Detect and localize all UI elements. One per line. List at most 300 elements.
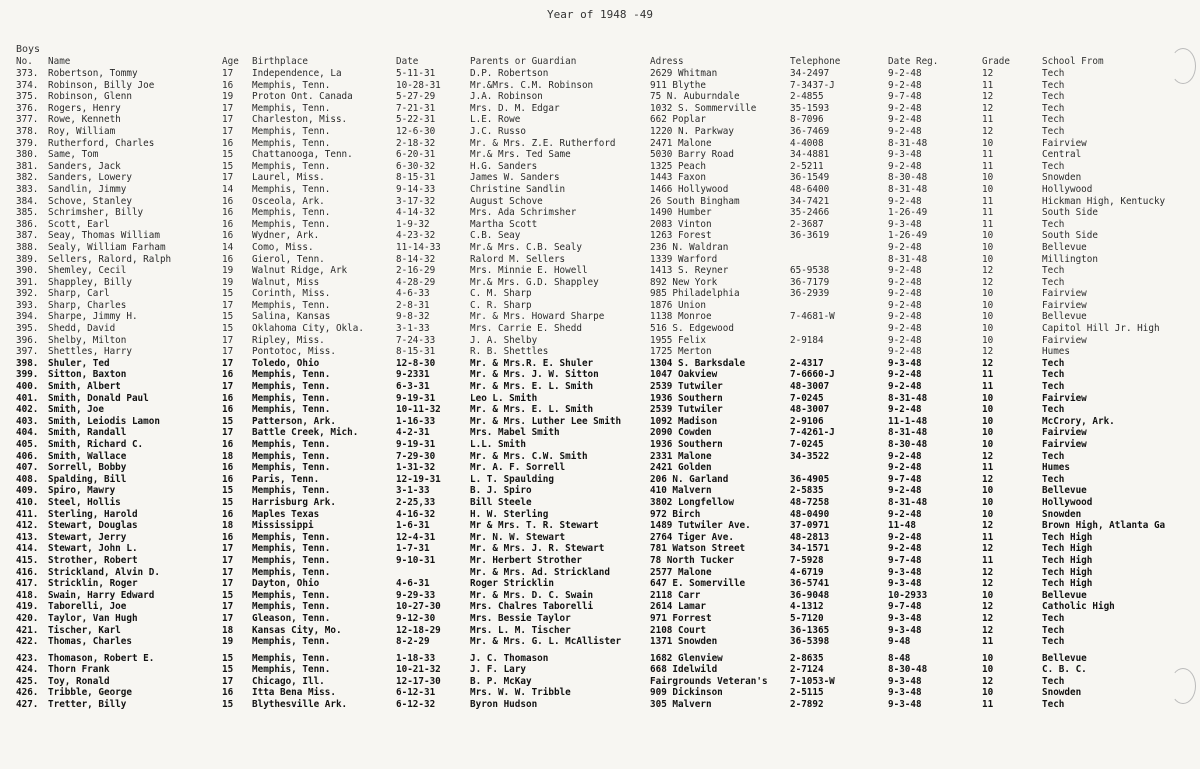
student-name: Sharpe, Jimmy H. xyxy=(48,311,138,323)
age: 16 xyxy=(222,687,234,699)
age: 17 xyxy=(222,675,234,687)
grade: 11 xyxy=(982,381,994,393)
birthplace: Memphis, Tenn. xyxy=(252,543,331,555)
student-name: Steel, Hollis xyxy=(48,496,121,508)
birth-date: 9-14-33 xyxy=(396,183,436,195)
column-header-date: Date xyxy=(396,56,419,67)
school-from: Millington xyxy=(1042,253,1098,265)
student-name: Shelby, Milton xyxy=(48,334,127,346)
age: 16 xyxy=(222,508,234,520)
entry-number: 424. xyxy=(16,664,39,676)
birth-date: 4-28-29 xyxy=(396,276,436,288)
telephone: 34-4881 xyxy=(790,149,830,161)
student-name: Schove, Stanley xyxy=(48,195,132,207)
school-from: Tech xyxy=(1042,102,1065,114)
date-registered: 9-3-48 xyxy=(888,624,922,636)
parents-or-guardian: Mr. & Mrs. G. L. McAllister xyxy=(470,636,622,648)
school-from: Hollywood xyxy=(1042,183,1093,195)
school-from: Tech xyxy=(1042,218,1065,230)
grade: 12 xyxy=(982,520,994,532)
grade: 11 xyxy=(982,195,994,207)
grade: 10 xyxy=(982,664,994,676)
grade: 12 xyxy=(982,601,994,613)
birthplace: Ripley, Miss. xyxy=(252,334,325,346)
table-row xyxy=(0,265,1200,277)
school-from: Tech xyxy=(1042,473,1065,485)
telephone: 48-3007 xyxy=(790,381,830,393)
date-registered: 9-7-48 xyxy=(888,473,922,485)
table-row xyxy=(0,625,1200,637)
student-name: Shedd, David xyxy=(48,323,116,335)
address: 1138 Monroe xyxy=(650,311,712,323)
school-from: Bellevue xyxy=(1042,311,1087,323)
student-name: Tischer, Karl xyxy=(48,624,121,636)
age: 17 xyxy=(222,114,234,126)
entry-number: 377. xyxy=(16,114,39,126)
birth-date: 7-21-31 xyxy=(396,102,436,114)
table-row xyxy=(0,91,1200,103)
birth-date: 6-20-31 xyxy=(396,149,436,161)
parents-or-guardian: Bill Steele xyxy=(470,496,532,508)
birthplace: Patterson, Ark. xyxy=(252,415,336,427)
entry-number: 414. xyxy=(16,543,39,555)
birthplace: Memphis, Tenn. xyxy=(252,636,331,648)
date-registered: 8-31-48 xyxy=(888,137,928,149)
telephone: 36-3619 xyxy=(790,230,830,242)
parents-or-guardian: Mr & Mrs. T. R. Stewart xyxy=(470,520,599,532)
date-registered: 9-2-48 xyxy=(888,450,922,462)
entry-number: 391. xyxy=(16,276,39,288)
parents-or-guardian: Mr. & Mrs. E. L. Smith xyxy=(470,404,594,416)
school-from: Snowden xyxy=(1042,508,1082,520)
telephone: 48-0490 xyxy=(790,508,830,520)
entry-number: 422. xyxy=(16,636,39,648)
parents-or-guardian: Byron Hudson xyxy=(470,699,538,711)
birth-date: 12-8-30 xyxy=(396,357,436,369)
parents-or-guardian: C. M. Sharp xyxy=(470,288,532,300)
birthplace: Chattanooga, Tenn. xyxy=(252,149,353,161)
date-registered: 9-2-48 xyxy=(888,369,922,381)
address: 1490 Humber xyxy=(650,207,712,219)
school-from: Central xyxy=(1042,149,1082,161)
birthplace: Como, Miss. xyxy=(252,241,314,253)
birthplace: Osceola, Ark. xyxy=(252,195,325,207)
hole-punch-mark xyxy=(1170,48,1196,84)
entry-number: 404. xyxy=(16,427,39,439)
telephone: 2-4317 xyxy=(790,357,824,369)
birthplace: Gierol, Tenn. xyxy=(252,253,325,265)
parents-or-guardian: L.L. Smith xyxy=(470,439,526,450)
birthplace: Memphis, Tenn. xyxy=(252,102,331,114)
birthplace: Memphis, Tenn. xyxy=(252,218,331,230)
birthplace: Salina, Kansas xyxy=(252,311,331,323)
parents-or-guardian: Martha Scott xyxy=(470,218,538,230)
birth-date: 9-19-31 xyxy=(396,392,436,404)
birth-date: 4-6-33 xyxy=(396,288,430,300)
telephone: 2-7892 xyxy=(790,699,824,711)
date-registered: 9-3-48 xyxy=(888,357,922,369)
student-name: Robinson, Billy Joe xyxy=(48,79,155,91)
age: 18 xyxy=(222,624,234,636)
telephone: 2-9184 xyxy=(790,334,824,346)
address: 2614 Lamar xyxy=(650,601,706,613)
table-row xyxy=(0,451,1200,463)
entry-number: 419. xyxy=(16,601,39,613)
grade: 12 xyxy=(982,91,994,103)
entry-number: 395. xyxy=(16,323,39,335)
age: 17 xyxy=(222,125,234,137)
student-name: Schrimsher, Billy xyxy=(48,207,144,219)
address: 1489 Tutwiler Ave. xyxy=(650,520,751,532)
column-header-no: No. xyxy=(16,56,33,67)
birthplace: Memphis, Tenn. xyxy=(252,79,331,91)
birth-date: 9-10-31 xyxy=(396,554,436,566)
school-from: Tech High xyxy=(1042,543,1093,555)
student-name: Sharp, Carl xyxy=(48,288,110,300)
address: 1047 Oakview xyxy=(650,369,718,381)
birthplace: Memphis, Tenn. xyxy=(252,589,331,601)
table-row xyxy=(0,207,1200,219)
telephone: 2-7124 xyxy=(790,664,824,676)
birth-date: 12-4-31 xyxy=(396,531,436,543)
address: 1682 Glenview xyxy=(650,652,723,664)
telephone: 37-0971 xyxy=(790,520,830,532)
grade: 10 xyxy=(982,311,994,323)
address: 1220 N. Parkway xyxy=(650,125,734,137)
parents-or-guardian: James W. Sanders xyxy=(470,172,560,184)
table-row xyxy=(0,346,1200,358)
school-from: Tech xyxy=(1042,381,1065,393)
telephone: 48-6400 xyxy=(790,183,830,195)
entry-number: 409. xyxy=(16,485,39,497)
birthplace: Memphis, Tenn. xyxy=(252,404,331,416)
address: 1466 Hollywood xyxy=(650,183,729,195)
entry-number: 383. xyxy=(16,183,39,195)
date-registered: 9-2-48 xyxy=(888,265,922,277)
table-row xyxy=(0,381,1200,393)
grade: 12 xyxy=(982,578,994,590)
grade: 10 xyxy=(982,288,994,300)
date-registered: 9-2-48 xyxy=(888,531,922,543)
age: 15 xyxy=(222,485,234,497)
telephone: 2-4855 xyxy=(790,91,824,103)
entry-number: 379. xyxy=(16,137,39,149)
table-row xyxy=(0,532,1200,544)
grade: 12 xyxy=(982,125,994,137)
table-row xyxy=(0,311,1200,323)
student-name: Sanders, Lowery xyxy=(48,172,132,184)
age: 16 xyxy=(222,462,234,474)
table-row xyxy=(0,196,1200,208)
table-row xyxy=(0,699,1200,711)
table-row xyxy=(0,555,1200,567)
telephone: 34-3522 xyxy=(790,450,830,462)
parents-or-guardian: L.E. Rowe xyxy=(470,114,521,126)
address: 971 Forrest xyxy=(650,612,712,624)
column-header-grade: Grade xyxy=(982,56,1010,67)
table-row xyxy=(0,184,1200,196)
entry-number: 400. xyxy=(16,381,39,393)
grade: 12 xyxy=(982,612,994,624)
birth-date: 8-14-32 xyxy=(396,253,436,265)
table-row xyxy=(0,485,1200,497)
birthplace: Mississippi xyxy=(252,520,314,532)
student-name: Sitton, Baxton xyxy=(48,369,127,381)
grade: 10 xyxy=(982,172,994,184)
date-registered: 11-1-48 xyxy=(888,415,928,427)
student-name: Stewart, John L. xyxy=(48,543,138,555)
birth-date: 5-22-31 xyxy=(396,114,436,126)
entry-number: 387. xyxy=(16,230,39,242)
grade: 10 xyxy=(982,183,994,195)
birth-date: 6-30-32 xyxy=(396,160,436,172)
date-registered: 9-2-48 xyxy=(888,195,922,207)
school-from: Humes xyxy=(1042,462,1070,474)
entry-number: 408. xyxy=(16,473,39,485)
birth-date: 4-2-31 xyxy=(396,427,430,439)
school-from: Fairview xyxy=(1042,288,1087,300)
school-from: Tech xyxy=(1042,125,1065,137)
birth-date: 4-16-32 xyxy=(396,508,436,520)
grade: 10 xyxy=(982,687,994,699)
student-name: Tretter, Billy xyxy=(48,699,127,711)
parents-or-guardian: Leo L. Smith xyxy=(470,392,538,404)
student-name: Swain, Harry Edward xyxy=(48,589,155,601)
birth-date: 6-12-31 xyxy=(396,687,436,699)
grade: 11 xyxy=(982,114,994,126)
entry-number: 382. xyxy=(16,172,39,184)
address: 236 N. Waldran xyxy=(650,241,729,253)
address: 1371 Snowden xyxy=(650,636,718,648)
telephone: 7-4261-J xyxy=(790,427,835,439)
student-name: Smith, Donald Paul xyxy=(48,392,149,404)
table-row xyxy=(0,462,1200,474)
column-header-name: Name xyxy=(48,56,71,67)
address: 892 New York xyxy=(650,276,718,288)
address: 909 Dickinson xyxy=(650,687,723,699)
school-from: Tech xyxy=(1042,265,1065,277)
telephone: 4-1312 xyxy=(790,601,824,613)
birthplace: Maples Texas xyxy=(252,508,320,520)
birth-date: 12-18-29 xyxy=(396,624,441,636)
address: 5030 Barry Road xyxy=(650,149,734,161)
entry-number: 407. xyxy=(16,462,39,474)
parents-or-guardian: Mrs. W. W. Tribble xyxy=(470,687,571,699)
birth-date: 1-31-32 xyxy=(396,462,436,474)
entry-number: 406. xyxy=(16,450,39,462)
parents-or-guardian: Roger Stricklin xyxy=(470,578,554,590)
telephone: 48-7258 xyxy=(790,496,830,508)
student-name: Same, Tom xyxy=(48,149,99,161)
address: 1936 Southern xyxy=(650,392,723,404)
table-row xyxy=(0,509,1200,521)
birth-date: 2-18-32 xyxy=(396,137,436,149)
table-row xyxy=(0,138,1200,150)
school-from: Brown High, Atlanta Ga xyxy=(1042,520,1166,532)
age: 19 xyxy=(222,265,234,277)
grade: 11 xyxy=(982,160,994,172)
date-registered: 9-2-48 xyxy=(888,323,922,335)
parents-or-guardian: Mrs. Carrie E. Shedd xyxy=(470,323,582,335)
table-row xyxy=(0,254,1200,266)
birth-date: 6-12-32 xyxy=(396,699,436,711)
date-registered: 9-2-48 xyxy=(888,102,922,114)
date-registered: 9-2-48 xyxy=(888,334,922,346)
student-name: Rogers, Henry xyxy=(48,102,121,114)
address: 3802 Longfellow xyxy=(650,496,734,508)
student-name: Strother, Robert xyxy=(48,554,138,566)
entry-number: 397. xyxy=(16,346,39,358)
grade: 10 xyxy=(982,230,994,242)
birthplace: Memphis, Tenn. xyxy=(252,554,331,566)
entry-number: 412. xyxy=(16,520,39,532)
parents-or-guardian: Mr. & Mrs. E. L. Smith xyxy=(470,381,594,393)
entry-number: 401. xyxy=(16,392,39,404)
table-row xyxy=(0,68,1200,80)
entry-number: 410. xyxy=(16,496,39,508)
table-row xyxy=(0,416,1200,428)
date-registered: 8-30-48 xyxy=(888,439,928,450)
telephone: 34-1571 xyxy=(790,543,830,555)
parents-or-guardian: J.A. Robinson xyxy=(470,91,543,103)
table-row xyxy=(0,664,1200,676)
date-registered: 9-2-48 xyxy=(888,276,922,288)
grade: 11 xyxy=(982,554,994,566)
table-row xyxy=(0,277,1200,289)
school-from: Snowden xyxy=(1042,172,1082,184)
grade: 10 xyxy=(982,253,994,265)
student-name: Roy, William xyxy=(48,125,116,137)
telephone: 65-9538 xyxy=(790,265,830,277)
parents-or-guardian: Mr. & Mrs. Ad. Strickland xyxy=(470,566,610,578)
parents-or-guardian: D.P. Robertson xyxy=(470,68,549,79)
table-row xyxy=(0,613,1200,625)
grade: 12 xyxy=(982,276,994,288)
entry-number: 425. xyxy=(16,675,39,687)
entry-number: 386. xyxy=(16,218,39,230)
parents-or-guardian: L. T. Spaulding xyxy=(470,473,554,485)
student-name: Shettles, Harry xyxy=(48,346,132,358)
birth-date: 1-6-31 xyxy=(396,520,430,532)
age: 16 xyxy=(222,195,234,207)
entry-number: 384. xyxy=(16,195,39,207)
telephone: 7-6660-J xyxy=(790,369,835,381)
entry-number: 423. xyxy=(16,652,39,664)
student-name: Strickland, Alvin D. xyxy=(48,566,160,578)
birthplace: Chicago, Ill. xyxy=(252,675,325,687)
parents-or-guardian: Mrs. Bessie Taylor xyxy=(470,612,571,624)
date-registered: 9-3-48 xyxy=(888,578,922,590)
birthplace: Memphis, Tenn. xyxy=(252,439,331,450)
address: 516 S. Edgewood xyxy=(650,323,734,335)
address: 26 South Bingham xyxy=(650,195,740,207)
school-from: Bellevue xyxy=(1042,589,1087,601)
grade: 10 xyxy=(982,589,994,601)
parents-or-guardian: Mr. & Mrs. Z.E. Rutherford xyxy=(470,137,616,149)
school-from: Bellevue xyxy=(1042,241,1087,253)
date-registered: 9-7-48 xyxy=(888,554,922,566)
parents-or-guardian: C.B. Seay xyxy=(470,230,521,242)
birth-date: 10-11-32 xyxy=(396,404,441,416)
telephone: 5-7120 xyxy=(790,612,824,624)
address: 1876 Union xyxy=(650,299,706,311)
entry-number: 389. xyxy=(16,253,39,265)
date-registered: 10-2933 xyxy=(888,589,928,601)
birth-date: 3-1-33 xyxy=(396,485,430,497)
birthplace: Memphis, Tenn. xyxy=(252,125,331,137)
school-from: Tech xyxy=(1042,369,1065,381)
entry-number: 375. xyxy=(16,91,39,103)
student-name: Stricklin, Roger xyxy=(48,578,138,590)
birthplace: Memphis, Tenn. xyxy=(252,160,331,172)
telephone: 4-4008 xyxy=(790,137,824,149)
parents-or-guardian: H. W. Sterling xyxy=(470,508,549,520)
parents-or-guardian: C. R. Sharp xyxy=(470,299,532,311)
date-registered: 8-31-48 xyxy=(888,427,928,439)
date-registered: 8-48 xyxy=(888,652,911,664)
column-header-age: Age xyxy=(222,56,239,67)
parents-or-guardian: Mr. Herbert Strother xyxy=(470,554,582,566)
age: 15 xyxy=(222,160,234,172)
date-registered: 9-2-48 xyxy=(888,299,922,311)
parents-or-guardian: Christine Sandlin xyxy=(470,183,566,195)
age: 16 xyxy=(222,207,234,219)
school-from: Tech xyxy=(1042,675,1065,687)
grade: 11 xyxy=(982,207,994,219)
school-from: Tech High xyxy=(1042,554,1093,566)
birth-date: 7-29-30 xyxy=(396,450,436,462)
table-row xyxy=(0,590,1200,602)
parents-or-guardian: Mr.& Mrs. G.D. Shappley xyxy=(470,276,599,288)
address: 1263 Forest xyxy=(650,230,712,242)
telephone: 2-5211 xyxy=(790,160,824,172)
birthplace: Memphis, Tenn. xyxy=(252,450,331,462)
age: 16 xyxy=(222,531,234,543)
grade: 12 xyxy=(982,265,994,277)
age: 19 xyxy=(222,636,234,648)
telephone: 36-9048 xyxy=(790,589,830,601)
entry-number: 385. xyxy=(16,207,39,219)
school-from: Tech xyxy=(1042,612,1065,624)
entry-number: 417. xyxy=(16,578,39,590)
birth-date: 8-15-31 xyxy=(396,346,436,358)
address: 985 Philadelphia xyxy=(650,288,740,300)
date-registered: 9-3-48 xyxy=(888,218,922,230)
school-from: Tech xyxy=(1042,79,1065,91)
telephone: 7-0245 xyxy=(790,392,824,404)
telephone: 8-7096 xyxy=(790,114,824,126)
student-name: Thomason, Robert E. xyxy=(48,652,155,664)
grade: 11 xyxy=(982,636,994,648)
entry-number: 420. xyxy=(16,612,39,624)
student-name: Sanders, Jack xyxy=(48,160,121,172)
student-name: Smith, Wallace xyxy=(48,450,127,462)
birthplace: Memphis, Tenn. xyxy=(252,652,331,664)
address: 668 Idelwild xyxy=(650,664,718,676)
age: 17 xyxy=(222,346,234,358)
birthplace: Memphis, Tenn. xyxy=(252,137,331,149)
table-row xyxy=(0,300,1200,312)
birthplace: Gleason, Tenn. xyxy=(252,612,331,624)
birth-date: 4-6-31 xyxy=(396,578,430,590)
age: 17 xyxy=(222,601,234,613)
age: 17 xyxy=(222,102,234,114)
column-header-telephone: Telephone xyxy=(790,56,841,67)
parents-or-guardian: Mrs. Ada Schrimsher xyxy=(470,207,577,219)
school-from: Fairview xyxy=(1042,137,1087,149)
grade: 11 xyxy=(982,699,994,711)
school-from: Hickman High, Kentucky xyxy=(1042,195,1166,207)
